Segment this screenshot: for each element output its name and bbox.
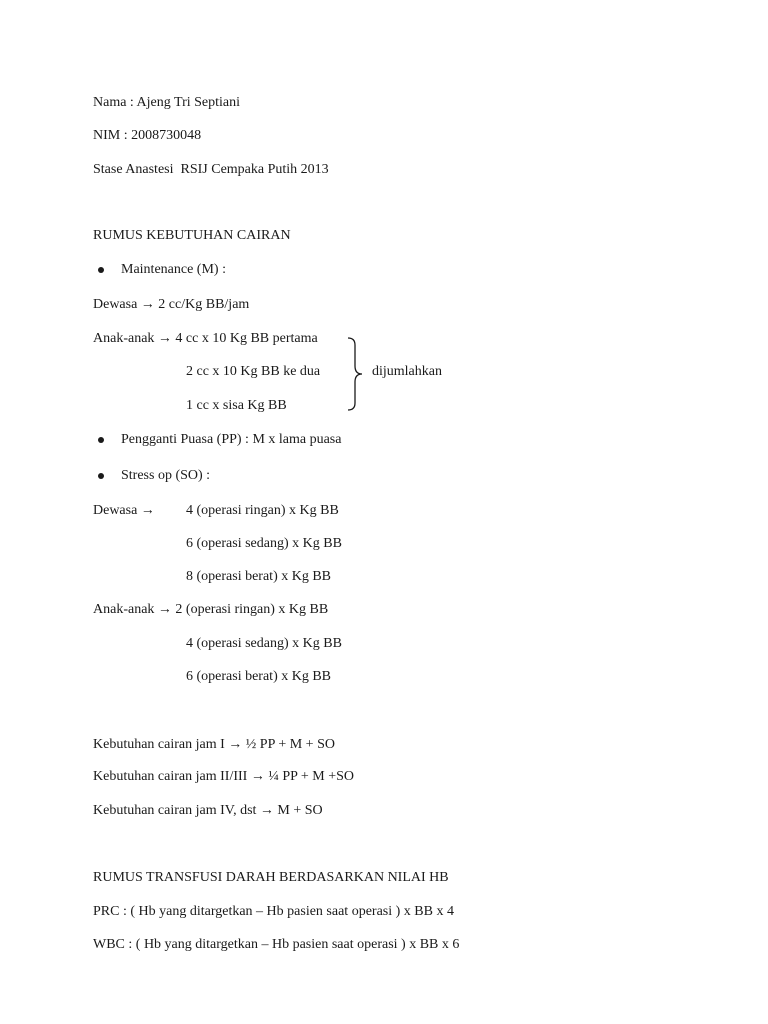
transfusi-wbc: WBC : ( Hb yang ditargetkan – Hb pasien saat operasi ) x BB x 6 [93, 937, 460, 952]
bullet-icon [98, 267, 104, 273]
kebutuhan-jam-1: Kebutuhan cairan jam I → ½ PP + M + SO [93, 737, 335, 752]
maintenance-anak-1: Anak-anak → 4 cc x 10 Kg BB pertama [93, 331, 318, 346]
section-heading-transfusi: RUMUS TRANSFUSI DARAH BERDASARKAN NILAI HB [93, 870, 449, 885]
kebutuhan-jam-2: Kebutuhan cairan jam II/III → ¼ PP + M +SO [93, 769, 355, 784]
stress-anak-1: Anak-anak → 2 (operasi ringan) x Kg BB [93, 602, 329, 617]
bullet-icon [98, 473, 104, 479]
transfusi-prc: PRC : ( Hb yang ditargetkan – Hb pasien saat operasi ) x BB x 4 [93, 904, 454, 919]
maintenance-dewasa: Dewasa → 2 cc/Kg BB/jam [93, 297, 250, 312]
section-heading-cairan: RUMUS KEBUTUHAN CAIRAN [93, 228, 291, 243]
bullet-icon [98, 437, 104, 443]
stress-dewasa-3: 8 (operasi berat) x Kg BB [186, 569, 332, 584]
stress-dewasa-1: 4 (operasi ringan) x Kg BB [186, 503, 339, 518]
student-name: Nama : Ajeng Tri Septiani [93, 95, 240, 110]
maintenance-bullet: Maintenance (M) : [121, 262, 226, 277]
stress-anak-3: 6 (operasi berat) x Kg BB [186, 669, 332, 684]
stress-dewasa-2: 6 (operasi sedang) x Kg BB [186, 536, 342, 551]
stress-anak-2: 4 (operasi sedang) x Kg BB [186, 636, 342, 651]
stress-bullet: Stress op (SO) : [121, 468, 211, 483]
stress-dewasa-label: Dewasa → [93, 503, 155, 518]
maintenance-anak-2: 2 cc x 10 Kg BB ke dua [186, 364, 321, 379]
kebutuhan-jam-3: Kebutuhan cairan jam IV, dst → M + SO [93, 803, 323, 818]
student-nim: NIM : 2008730048 [93, 128, 202, 143]
curly-brace-icon [346, 336, 368, 412]
maintenance-anak-3: 1 cc x sisa Kg BB [186, 398, 287, 413]
brace-label: dijumlahkan [372, 364, 442, 379]
stase-line: Stase Anastesi RSIJ Cempaka Putih 2013 [93, 162, 329, 177]
pengganti-bullet: Pengganti Puasa (PP) : M x lama puasa [121, 432, 342, 447]
